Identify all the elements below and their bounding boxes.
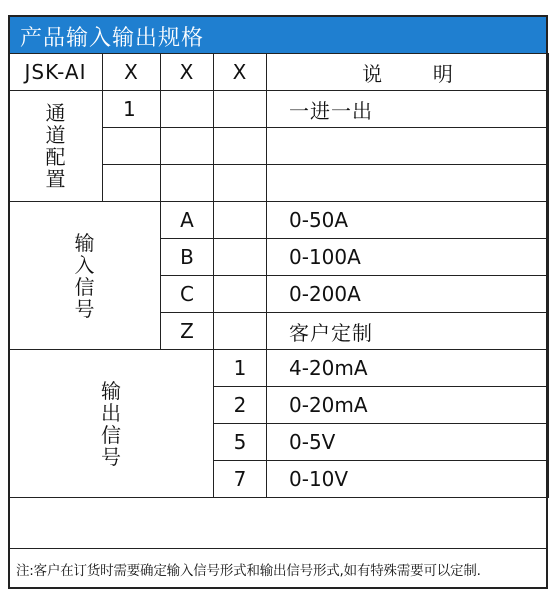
input-desc: 0-200A [267,276,549,313]
input-code: B [161,239,214,276]
output-code: 2 [214,387,267,424]
output-desc: 0-20mA [267,387,549,424]
channel-label-text: 通道配置 [45,101,66,191]
empty-cell [214,202,267,239]
empty-cell [214,276,267,313]
footnote: 注:客户在订货时需要确定输入信号形式和输出信号形式,如有特殊需要可以定制. [8,548,548,589]
header-row [9,54,549,91]
page-title: 产品输入输出规格 [20,26,205,51]
header-x1: X [103,54,161,91]
output-label-text: 输出信号 [101,378,121,469]
table-row [9,91,549,128]
table-row [9,350,549,387]
channel-code [103,128,161,165]
empty-cell [214,165,267,202]
output-desc: 4-20mA [267,350,549,387]
channel-code [103,165,161,202]
channel-code: 1 [103,91,161,128]
channel-desc [267,165,549,202]
output-desc: 0-5V [267,424,549,461]
description-header: 说 明 [267,54,549,91]
empty-cell [161,91,214,128]
empty-cell [161,165,214,202]
empty-cell [214,128,267,165]
empty-cell [214,239,267,276]
input-code: Z [161,313,214,350]
input-desc: 0-50A [267,202,549,239]
channel-desc: 一进一出 [267,91,549,128]
output-code: 7 [214,461,267,498]
channel-desc [267,128,549,165]
input-label [9,202,161,350]
title-bar [8,15,548,53]
input-desc: 0-100A [267,239,549,276]
header-x3: X [214,54,267,91]
model-code: JSK-AI [9,54,103,91]
output-label [9,350,214,498]
input-desc: 客户定制 [267,313,549,350]
output-code: 5 [214,424,267,461]
channel-label [9,91,103,202]
empty-cell [214,313,267,350]
input-code: C [161,276,214,313]
spec-table [8,53,549,498]
table-row [9,202,549,239]
output-code: 1 [214,350,267,387]
output-desc: 0-10V [267,461,549,498]
empty-cell [161,128,214,165]
header-x2: X [161,54,214,91]
input-code: A [161,202,214,239]
empty-cell [214,91,267,128]
input-label-text: 输入信号 [74,230,95,321]
